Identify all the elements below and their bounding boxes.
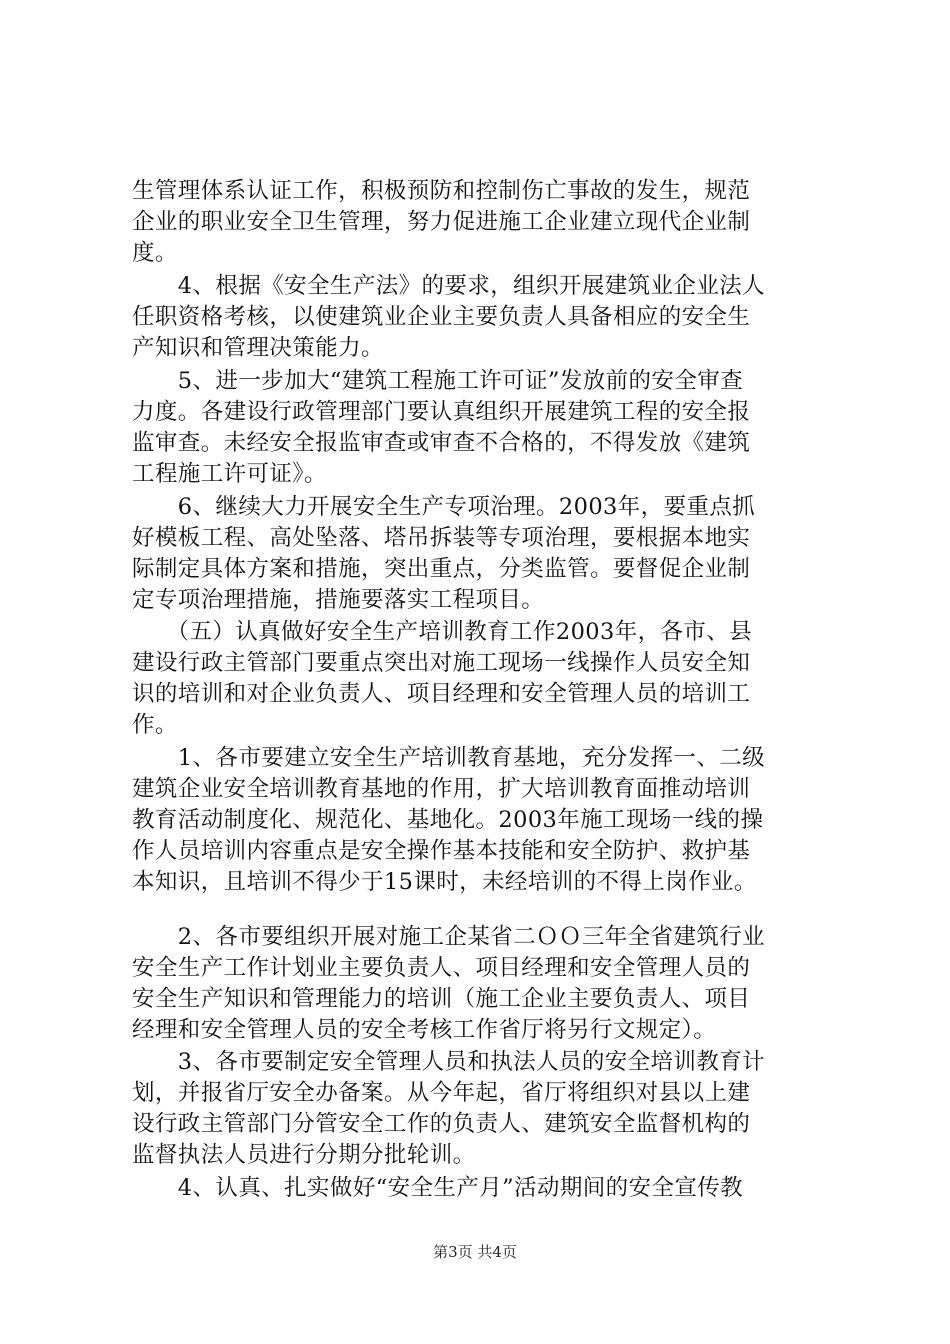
page-number-footer: 第3页 共4页: [433, 1243, 517, 1261]
body-text-line: 作人员培训内容重点是安全操作基本技能和安全防护、救护基: [132, 838, 751, 864]
body-text-line: 力度。各建设行政管理部门要认真组织开展建筑工程的安全报: [132, 399, 751, 425]
body-text-line: 企业的职业安全卫生管理，努力促进施工企业建立现代企业制: [132, 209, 751, 235]
body-text-line: 6、继续大力开展安全生产专项治理。2003年，要重点抓: [132, 494, 756, 520]
body-text-line: 建筑企业安全培训教育基地的作用，扩大培训教育面推动培训: [132, 776, 751, 802]
body-text-line: 2、各市要组织开展对施工企某省二ＯＯ三年全省建筑行业: [132, 924, 766, 950]
body-text-line: 5、进一步加大“建筑工程施工许可证”发放前的安全审查: [132, 368, 744, 394]
body-text-line: 本知识，且培训不得少于15课时，未经培训的不得上岗作业。: [132, 869, 757, 895]
body-text-line: 1、各市要建立安全生产培训教育基地，充分发挥一、二级: [132, 745, 766, 771]
body-text-line: 经理和安全管理人员的安全考核工作省厅将另行文规定）。: [132, 1017, 717, 1043]
body-text-line: 划，并报省厅安全办备案。从今年起，省厅将组织对县以上建: [132, 1080, 751, 1106]
body-text-line: 安全生产知识和管理能力的培训（施工企业主要负责人、项目: [132, 986, 751, 1012]
body-text-line: 产知识和管理决策能力。: [132, 335, 384, 361]
body-text-line: 好模板工程、高处坠落、塔吊拆装等专项治理，要根据本地实: [132, 525, 751, 551]
body-text-line: 4、认真、扎实做好“安全生产月”活动期间的安全宣传教: [132, 1175, 744, 1201]
body-text-line: 监督执法人员进行分期分批轮训。: [132, 1142, 476, 1168]
body-text-line: 任职资格考核，以使建筑业企业主要负责人具备相应的安全生: [132, 304, 751, 330]
body-text-line: 教育活动制度化、规范化、基地化。2003年施工现场一线的操: [132, 807, 764, 833]
body-text-line: （五）认真做好安全生产培训教育工作2003年，各市、县: [132, 619, 753, 645]
body-text-line: 设行政主管部门分管安全工作的负责人、建筑安全监督机构的: [132, 1111, 751, 1137]
body-text-line: 生管理体系认证工作，积极预防和控制伤亡事故的发生，规范: [132, 178, 751, 204]
body-text-line: 作。: [132, 712, 178, 738]
body-text-line: 3、各市要制定安全管理人员和执法人员的安全培训教育计: [132, 1049, 766, 1075]
body-text-line: 度。: [132, 240, 178, 266]
body-text-line: 定专项治理措施，措施要落实工程项目。: [132, 587, 545, 613]
body-text-line: 际制定具体方案和措施，突出重点，分类监管。要督促企业制: [132, 556, 751, 582]
body-text-line: 监审查。未经安全报监审查或审查不合格的，不得发放《建筑: [132, 430, 751, 456]
body-text-line: 建设行政主管部门要重点突出对施工现场一线操作人员安全知: [132, 650, 751, 676]
body-text-line: 4、根据《安全生产法》的要求，组织开展建筑业企业法人: [132, 273, 766, 299]
body-text-line: 识的培训和对企业负责人、项目经理和安全管理人员的培训工: [132, 681, 751, 707]
body-text-line: 工程施工许可证》。: [132, 461, 327, 487]
body-text-line: 安全生产工作计划业主要负责人、项目经理和安全管理人员的: [132, 955, 751, 981]
